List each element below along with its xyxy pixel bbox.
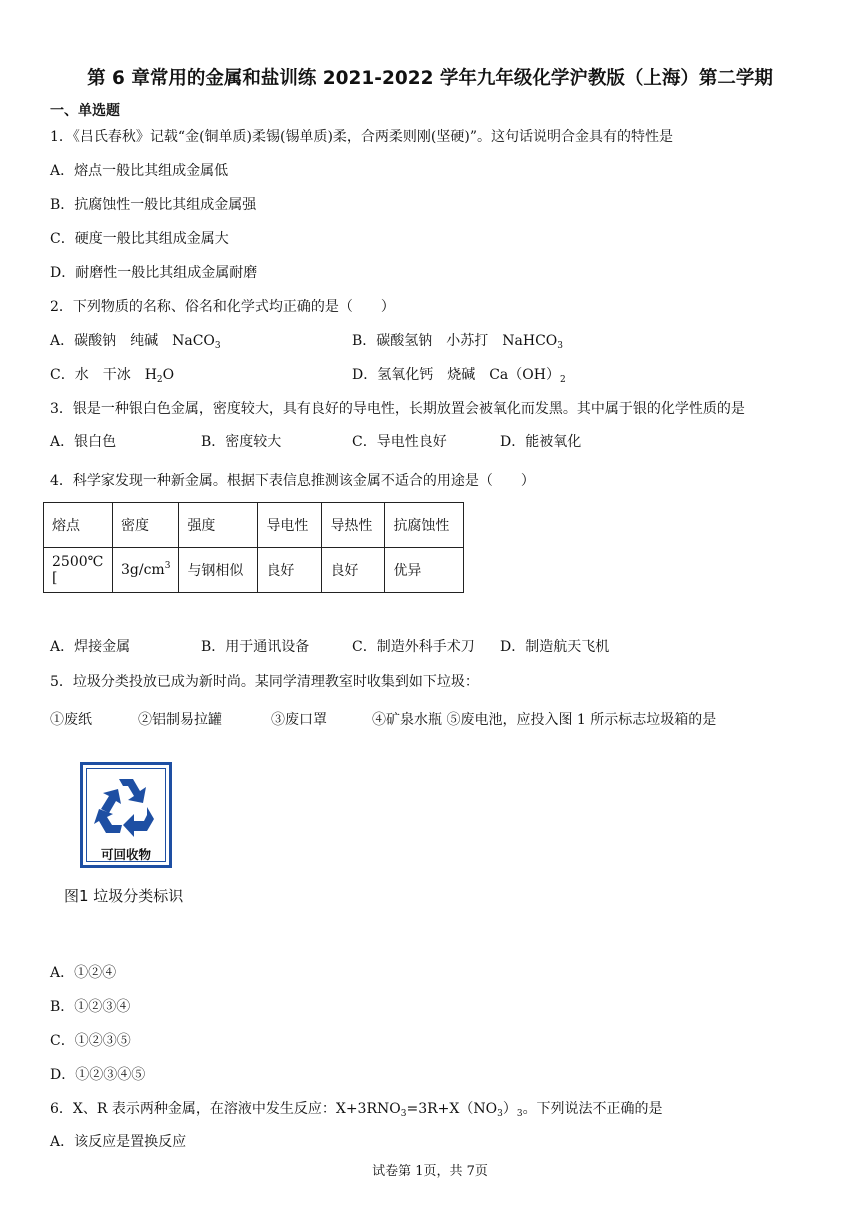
q1-option-c: C．硬度一般比其组成金属大 (50, 231, 229, 247)
header-corrosion: 抗腐蚀性 (385, 503, 464, 548)
cell-conductivity: 良好 (258, 548, 322, 593)
q2-option-d: D．氢氧化钙 烧碱 $Ca(OH)_2$ (352, 367, 566, 385)
q5-item-1: ①废纸 (50, 712, 92, 728)
table-header-row (44, 503, 464, 548)
q4-option-b: B．用于通讯设备 (201, 639, 310, 655)
metal-property-table (43, 502, 464, 593)
figure-caption: 图1 垃圾分类标识 (64, 887, 184, 905)
q4-stem: 4．科学家发现一种新金属。根据下表信息推测该金属不适合的用途是（ ） (50, 473, 535, 489)
cell-melting: 2500℃[ (44, 548, 113, 593)
q1-option-b: B．抗腐蚀性一般比其组成金属强 (50, 197, 257, 213)
q4-option-a: A．焊接金属 (50, 639, 131, 655)
logo-label: 可回收物 (100, 847, 151, 862)
header-conductivity: 导电性 (258, 503, 322, 548)
cell-corrosion: 优异 (385, 548, 464, 593)
q6-stem: 6．X、R 表示两种金属，在溶液中发生反应：$X+3RNO_3=3R+X(NO_3)_3$。下列说法不正确的是 (50, 1101, 663, 1119)
page-title: 第 6 章常用的金属和盐训练 2021-2022 学年九年级化学沪教版（上海）第二学期 (87, 68, 773, 89)
header-density: 密度 (113, 503, 179, 548)
q5-option-d: D．①②③④⑤ (50, 1067, 146, 1083)
q2-option-b: B．碳酸氢钠 小苏打 NaHCO$_3$ (352, 333, 564, 351)
section-heading: 一、单选题 (50, 103, 120, 119)
recyclable-sign (80, 762, 172, 868)
q4-option-c: C．制造外科手术刀 (352, 639, 475, 655)
table-row (44, 548, 464, 593)
q5-stem: 5．垃圾分类投放已成为新时尚。某同学清理教室时收集到如下垃圾： (50, 674, 479, 690)
q3-option-d: D．能被氧化 (500, 434, 582, 450)
cell-strength: 与钢相似 (179, 548, 258, 593)
recycle-icon (93, 773, 159, 839)
q1-option-d: D．耐磨性一般比其组成金属耐磨 (50, 265, 258, 281)
q1-stem: 1．《吕氏春秋》记载“金(铜单质)柔锡(锡单质)柔，合两柔则刚(坚硬)”。这句话说明合金具有的特性是 (50, 129, 673, 145)
q5-option-c: C．①②③⑤ (50, 1033, 131, 1049)
q5-option-b: B．①②③④ (50, 999, 131, 1015)
q6-option-a: A．该反应是置换反应 (50, 1134, 187, 1150)
q2-option-a: A．碳酸钠 纯碱 NaCO$_3$ (50, 333, 221, 351)
q5-item-2: ②铝制易拉罐 (138, 712, 222, 728)
q5-item-3: ③废口罩 (271, 712, 327, 728)
header-strength: 强度 (179, 503, 258, 548)
cell-thermal: 良好 (322, 548, 385, 593)
q3-option-c: C．导电性良好 (352, 434, 447, 450)
cell-density: $3g/cm^3$ (113, 548, 179, 593)
q5-item-4: ④矿泉水瓶 ⑤废电池，应投入图 1 所示标志垃圾箱的是 (372, 712, 717, 728)
q3-stem: 3．银是一种银白色金属，密度较大，具有良好的导电性，长期放置会被氧化而发黑。其中属于银的化学性质的是 (50, 401, 745, 417)
header-thermal: 导热性 (322, 503, 385, 548)
q3-option-b: B．密度较大 (201, 434, 282, 450)
q2-stem: 2．下列物质的名称、俗名和化学式均正确的是（ ） (50, 299, 395, 315)
q5-option-a: A．①②④ (50, 965, 117, 981)
q4-option-d: D．制造航天飞机 (500, 639, 610, 655)
q2-option-c: C．水 干冰 $H_2O$ (50, 367, 175, 385)
page-footer: 试卷第 1页，共 7页 (372, 1164, 488, 1179)
q3-option-a: A．银白色 (50, 434, 117, 450)
header-melting: 熔点 (44, 503, 113, 548)
q1-option-a: A．熔点一般比其组成金属低 (50, 163, 229, 179)
